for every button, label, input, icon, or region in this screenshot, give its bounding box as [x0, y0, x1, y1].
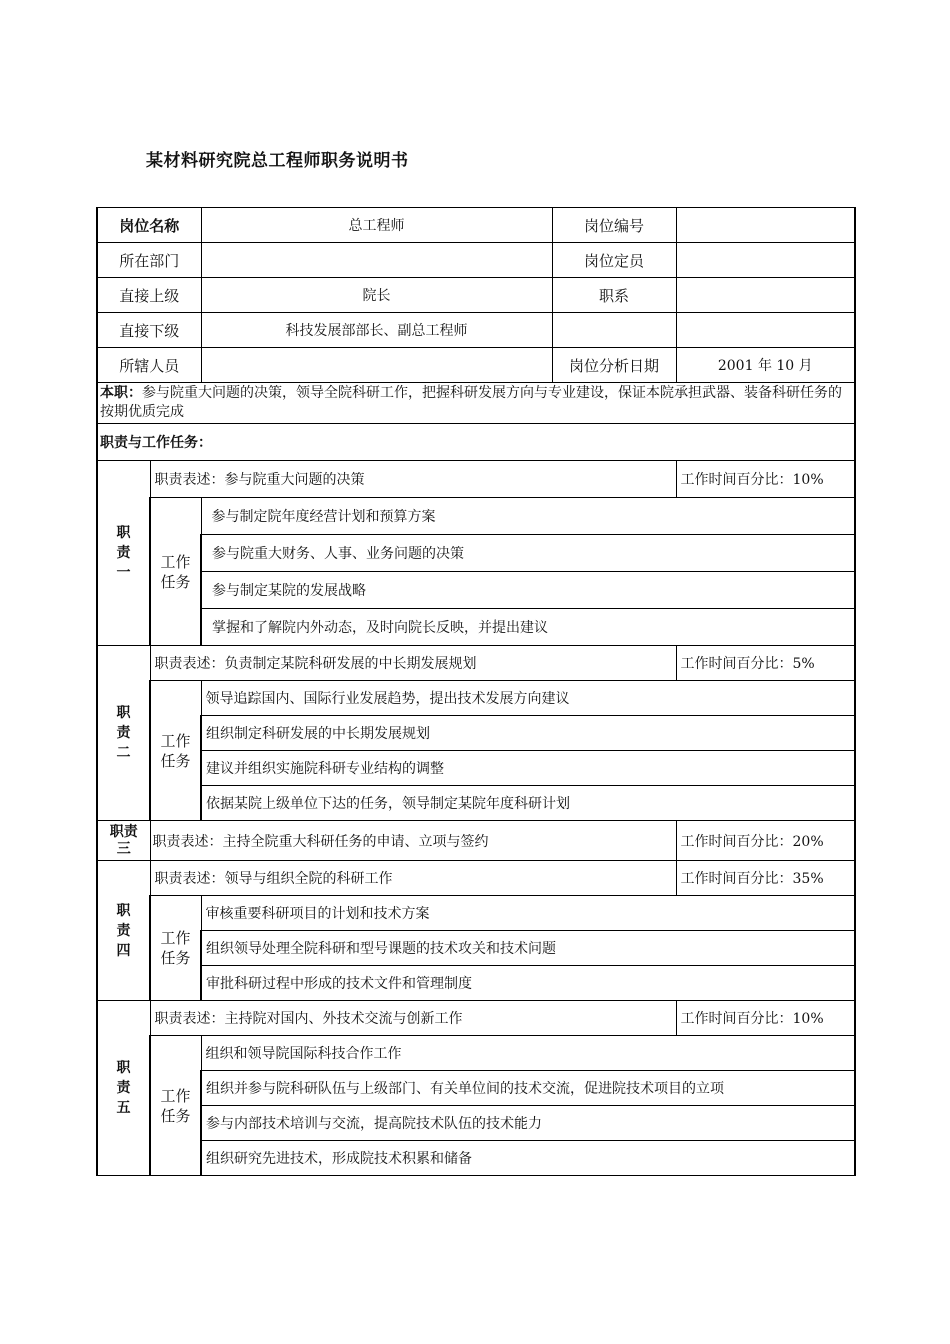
duty-1-desc-row: [97, 461, 855, 498]
duty-2-task-label: [150, 681, 201, 821]
info-row-managed: [97, 348, 855, 383]
duty-5-label-text: 职责五: [116, 1060, 131, 1116]
duty-2-task-row: [97, 786, 855, 821]
blank-value: [676, 313, 855, 348]
info-row-subordinate: [97, 313, 855, 348]
core-duty-row: [97, 383, 855, 424]
section-header-row: [97, 424, 855, 461]
duty-4-task-label: [150, 896, 201, 1001]
duty-4-task-2: 组织领导处理全院科研和型号课题的技术攻关和技术问题: [201, 931, 855, 966]
duty-2-pct: 工作时间百分比：5%: [676, 646, 855, 681]
duty-1-task-3: 参与制定某院的发展战略: [201, 572, 855, 609]
post-name-label: 岗位名称: [97, 208, 201, 243]
duty-4-task-1: 审核重要科研项目的计划和技术方案: [201, 896, 855, 931]
superior-label: 直接上级: [97, 278, 201, 313]
subordinate-value: 科技发展部部长、副总工程师: [201, 313, 552, 348]
duty-4-pct: 工作时间百分比：35%: [676, 861, 855, 896]
duty-4-task-3: 审批科研过程中形成的技术文件和管理制度: [201, 966, 855, 1001]
duty-5-task-1: 组织和领导院国际科技合作工作: [201, 1036, 855, 1071]
duty-4-task-row: [97, 931, 855, 966]
duty-5-task-2: 组织并参与院科研队伍与上级部门、有关单位间的技术交流，促进院技术项目的立项: [201, 1071, 855, 1106]
duty-2-task-label-text: 工作任务: [160, 731, 191, 770]
duty-2-task-2: 组织制定科研发展的中长期发展规划: [201, 716, 855, 751]
managed-value: [201, 348, 552, 383]
job-description-table: [96, 207, 856, 1176]
duty-2-label-text: 职责二: [116, 705, 131, 761]
core-duty-cell: [97, 383, 855, 424]
duty-1-task-label-text: 工作任务: [160, 552, 191, 591]
duty-3-label: [97, 821, 150, 861]
duty-1-task-row: [97, 572, 855, 609]
subordinate-label: 直接下级: [97, 313, 201, 348]
duty-3-desc: 职责表述：主持全院重大科研任务的申请、立项与签约: [150, 821, 676, 861]
document-title: 某材料研究院总工程师职务说明书: [146, 151, 409, 171]
duty-2-task-4: 依据某院上级单位下达的任务，领导制定某院年度科研计划: [201, 786, 855, 821]
duty-4-task-row: [97, 896, 855, 931]
duty-2-task-1: 领导追踪国内、国际行业发展趋势，提出技术发展方向建议: [201, 681, 855, 716]
duty-5-task-3: 参与内部技术培训与交流，提高院技术队伍的技术能力: [201, 1106, 855, 1141]
duty-5-task-4: 组织研究先进技术，形成院技术积累和储备: [201, 1141, 855, 1176]
duty-4-task-row: [97, 966, 855, 1001]
duty-5-task-label: [150, 1036, 201, 1176]
duty-2-desc: 职责表述：负责制定某院科研发展的中长期发展规划: [150, 646, 676, 681]
duty-4-task-label-text: 工作任务: [160, 929, 191, 967]
blank-label: [552, 313, 676, 348]
info-row-post-name: [97, 208, 855, 243]
duty-5-task-row: [97, 1106, 855, 1141]
superior-value: 院长: [201, 278, 552, 313]
series-label: 职系: [552, 278, 676, 313]
duty-1-label: [97, 461, 150, 646]
post-no-value: [676, 208, 855, 243]
analysis-date-value: 2001 年 10 月: [676, 348, 855, 383]
duty-5-desc: 职责表述：主持院对国内、外技术交流与创新工作: [150, 1001, 676, 1036]
duty-5-label: [97, 1001, 150, 1176]
duty-3-desc-row: [97, 821, 855, 861]
section-header: 职责与工作任务：: [97, 424, 855, 461]
staffing-value: [676, 243, 855, 278]
duty-1-task-label: [150, 498, 201, 646]
core-duty-label: 本职：: [100, 385, 142, 401]
core-duty-text: 参与院重大问题的决策，领导全院科研工作，把握科研发展方向与专业建设，保证本院承担武器、装备科研任务的按期优质完成: [100, 385, 842, 420]
duty-1-task-4: 掌握和了解院内外动态，及时向院长反映，并提出建议: [201, 609, 855, 646]
duty-5-desc-row: [97, 1001, 855, 1036]
duty-2-task-row: [97, 681, 855, 716]
duty-1-task-row: [97, 609, 855, 646]
duty-2-task-row: [97, 751, 855, 786]
duty-2-desc-row: [97, 646, 855, 681]
duty-4-label: [97, 861, 150, 1001]
post-no-label: 岗位编号: [552, 208, 676, 243]
duty-1-task-row: [97, 498, 855, 535]
duty-3-label-text: 职责三: [109, 823, 138, 857]
info-row-superior: [97, 278, 855, 313]
analysis-date-label: 岗位分析日期: [552, 348, 676, 383]
duty-2-label: [97, 646, 150, 821]
duty-1-pct: 工作时间百分比：10%: [676, 461, 855, 498]
staffing-label: 岗位定员: [552, 243, 676, 278]
duty-1-label-text: 职责一: [116, 525, 131, 581]
duty-4-label-text: 职责四: [116, 902, 131, 959]
duty-1-task-2: 参与院重大财务、人事、业务问题的决策: [201, 535, 855, 572]
dept-value: [201, 243, 552, 278]
post-name-value: 总工程师: [201, 208, 552, 243]
series-value: [676, 278, 855, 313]
duty-1-task-1: 参与制定院年度经营计划和预算方案: [201, 498, 855, 535]
duty-1-task-row: [97, 535, 855, 572]
duty-4-desc: 职责表述：领导与组织全院的科研工作: [150, 861, 676, 896]
duty-2-task-row: [97, 716, 855, 751]
duty-5-task-row: [97, 1036, 855, 1071]
duty-4-desc-row: [97, 861, 855, 896]
info-row-dept: [97, 243, 855, 278]
duty-5-task-row: [97, 1141, 855, 1176]
duty-2-task-3: 建议并组织实施院科研专业结构的调整: [201, 751, 855, 786]
duty-1-desc: 职责表述：参与院重大问题的决策: [150, 461, 676, 498]
dept-label: 所在部门: [97, 243, 201, 278]
duty-5-task-label-text: 工作任务: [160, 1086, 191, 1125]
duty-3-pct: 工作时间百分比：20%: [676, 821, 855, 861]
managed-label: 所辖人员: [97, 348, 201, 383]
duty-5-pct: 工作时间百分比：10%: [676, 1001, 855, 1036]
duty-5-task-row: [97, 1071, 855, 1106]
